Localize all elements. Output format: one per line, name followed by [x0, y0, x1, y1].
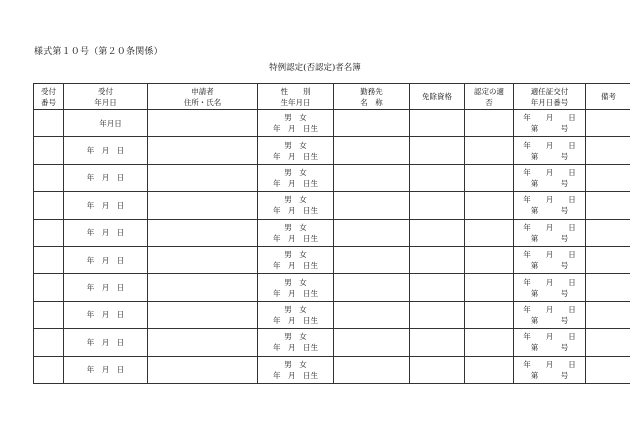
certificate-date: 年 月 日 [523, 250, 576, 260]
certificate-cell[interactable] [514, 246, 586, 273]
approval-cell[interactable] [465, 110, 514, 137]
register-table [33, 83, 630, 384]
certificate-cell[interactable] [514, 110, 586, 137]
received-date-cell[interactable]: 年 月 日 [64, 137, 148, 164]
gender-options: 男 女 [284, 277, 307, 287]
gender-options: 男 女 [284, 167, 307, 177]
gender-birth-cell[interactable] [258, 110, 334, 137]
remarks-cell[interactable] [586, 246, 630, 273]
approval-cell[interactable] [465, 246, 514, 273]
certificate-number: 第 号 [530, 288, 569, 298]
birth-date: 年 月 日生 [273, 288, 318, 298]
gender-birth-cell[interactable] [258, 164, 334, 191]
employer-cell[interactable] [334, 137, 410, 164]
employer-cell[interactable] [334, 219, 410, 246]
gender-birth-cell[interactable] [258, 329, 334, 356]
certificate-date: 年 月 日 [523, 332, 576, 342]
certificate-number: 第 号 [530, 151, 569, 161]
applicant-cell[interactable] [148, 246, 258, 273]
exemption-cell[interactable] [410, 356, 465, 383]
employer-cell[interactable] [334, 192, 410, 219]
exemption-cell[interactable] [410, 329, 465, 356]
no-cell[interactable] [34, 356, 64, 383]
employer-cell[interactable] [334, 301, 410, 328]
birth-date: 年 月 日生 [273, 315, 318, 325]
certificate-date: 年 月 日 [523, 195, 576, 205]
received-date-cell[interactable]: 年 月 日 [64, 329, 148, 356]
table-row [34, 110, 630, 137]
form-number: 様式第１０号（第２０条関係） [34, 47, 163, 57]
certificate-date: 年 月 日 [523, 277, 576, 287]
remarks-cell[interactable] [586, 356, 630, 383]
birth-date: 年 月 日生 [273, 261, 318, 271]
gender-birth-cell[interactable] [258, 356, 334, 383]
approval-cell[interactable] [465, 356, 514, 383]
certificate-date: 年 月 日 [523, 113, 576, 123]
birth-date: 年 月 日生 [273, 151, 318, 161]
received-date-cell[interactable]: 年 月 日 [64, 219, 148, 246]
no-cell[interactable] [34, 301, 64, 328]
remarks-cell[interactable] [586, 219, 630, 246]
certificate-cell[interactable] [514, 301, 586, 328]
exemption-cell[interactable] [410, 110, 465, 137]
header-applicant: 申請者 住所・氏名 [148, 84, 258, 110]
employer-cell[interactable] [334, 110, 410, 137]
exemption-cell[interactable] [410, 164, 465, 191]
gender-options: 男 女 [284, 222, 307, 232]
received-date-cell[interactable]: 年 月 日 [64, 274, 148, 301]
received-date-cell[interactable]: 年 月 日 [64, 301, 148, 328]
certificate-cell[interactable] [514, 137, 586, 164]
approval-cell[interactable] [465, 164, 514, 191]
exemption-cell[interactable] [410, 192, 465, 219]
received-date-cell[interactable]: 年 月 日 [64, 164, 148, 191]
certificate-cell[interactable] [514, 192, 586, 219]
birth-date: 年 月 日生 [273, 343, 318, 353]
certificate-number: 第 号 [530, 233, 569, 243]
table-row [34, 137, 630, 164]
certificate-date: 年 月 日 [523, 304, 576, 314]
gender-birth-cell[interactable] [258, 137, 334, 164]
no-cell[interactable] [34, 164, 64, 191]
received-date-cell[interactable]: 年 月 日 [64, 192, 148, 219]
table-row [34, 329, 630, 356]
approval-cell[interactable] [465, 192, 514, 219]
remarks-cell[interactable] [586, 110, 630, 137]
remarks-cell[interactable] [586, 164, 630, 191]
no-cell[interactable] [34, 274, 64, 301]
no-cell[interactable] [34, 192, 64, 219]
exemption-cell[interactable] [410, 301, 465, 328]
gender-options: 男 女 [284, 113, 307, 123]
certificate-cell[interactable] [514, 219, 586, 246]
no-cell[interactable] [34, 110, 64, 137]
applicant-cell[interactable] [148, 192, 258, 219]
birth-date: 年 月 日生 [273, 370, 318, 380]
gender-options: 男 女 [284, 140, 307, 150]
employer-cell[interactable] [334, 274, 410, 301]
gender-birth-cell[interactable] [258, 219, 334, 246]
remarks-cell[interactable] [586, 192, 630, 219]
header-no: 受付 番号 [34, 84, 64, 110]
employer-cell[interactable] [334, 246, 410, 273]
certificate-number: 第 号 [530, 343, 569, 353]
no-cell[interactable] [34, 329, 64, 356]
certificate-cell[interactable] [514, 329, 586, 356]
certificate-cell[interactable] [514, 164, 586, 191]
applicant-cell[interactable] [148, 110, 258, 137]
table-row [34, 274, 630, 301]
certificate-cell[interactable] [514, 356, 586, 383]
approval-cell[interactable] [465, 274, 514, 301]
certificate-number: 第 号 [530, 315, 569, 325]
table-row [34, 246, 630, 273]
gender-options: 男 女 [284, 359, 307, 369]
approval-cell[interactable] [465, 329, 514, 356]
exemption-cell[interactable] [410, 274, 465, 301]
exemption-cell[interactable] [410, 246, 465, 273]
exemption-cell[interactable] [410, 137, 465, 164]
certificate-number: 第 号 [530, 261, 569, 271]
header-received-date: 受付 年月日 [64, 84, 148, 110]
table-row [34, 356, 630, 383]
remarks-cell[interactable] [586, 329, 630, 356]
certificate-number: 第 号 [530, 124, 569, 134]
applicant-cell[interactable] [148, 164, 258, 191]
gender-options: 男 女 [284, 195, 307, 205]
header-certificate: 適任証交付 年月日番号 [514, 84, 586, 110]
birth-date: 年 月 日生 [273, 178, 318, 188]
certificate-date: 年 月 日 [523, 140, 576, 150]
employer-cell[interactable] [334, 164, 410, 191]
remarks-cell[interactable] [586, 137, 630, 164]
document-title: 特例認定(否認定)者名簿 [269, 63, 361, 73]
header-employer: 勤務先 名 称 [334, 84, 410, 110]
table-row [34, 192, 630, 219]
received-date-cell[interactable]: 年 月 日 [64, 356, 148, 383]
header-exemption: 免除資格 [410, 84, 465, 110]
gender-birth-cell[interactable] [258, 246, 334, 273]
header-row [34, 84, 630, 110]
certificate-number: 第 号 [530, 178, 569, 188]
certificate-date: 年 月 日 [523, 359, 576, 369]
remarks-cell[interactable] [586, 274, 630, 301]
approval-cell[interactable] [465, 137, 514, 164]
certificate-date: 年 月 日 [523, 222, 576, 232]
employer-cell[interactable] [334, 356, 410, 383]
certificate-number: 第 号 [530, 370, 569, 380]
certificate-number: 第 号 [530, 206, 569, 216]
header-approval: 認定の適 否 [465, 84, 514, 110]
certificate-date: 年 月 日 [523, 167, 576, 177]
no-cell[interactable] [34, 219, 64, 246]
birth-date: 年 月 日生 [273, 233, 318, 243]
applicant-cell[interactable] [148, 329, 258, 356]
certificate-cell[interactable] [514, 274, 586, 301]
header-gender-birth: 性 別 生年月日 [258, 84, 334, 110]
exemption-cell[interactable] [410, 219, 465, 246]
applicant-cell[interactable] [148, 356, 258, 383]
approval-cell[interactable] [465, 219, 514, 246]
birth-date: 年 月 日生 [273, 206, 318, 216]
received-date-cell[interactable]: 年月日 [64, 110, 148, 137]
no-cell[interactable] [34, 137, 64, 164]
header-remarks: 備考 [586, 84, 630, 110]
applicant-cell[interactable] [148, 137, 258, 164]
gender-options: 男 女 [284, 304, 307, 314]
gender-options: 男 女 [284, 332, 307, 342]
gender-birth-cell[interactable] [258, 274, 334, 301]
applicant-cell[interactable] [148, 219, 258, 246]
received-date-cell[interactable]: 年 月 日 [64, 246, 148, 273]
employer-cell[interactable] [334, 329, 410, 356]
birth-date: 年 月 日生 [273, 124, 318, 134]
gender-birth-cell[interactable] [258, 192, 334, 219]
table-row [34, 219, 630, 246]
gender-options: 男 女 [284, 250, 307, 260]
table-row [34, 301, 630, 328]
approval-cell[interactable] [465, 301, 514, 328]
applicant-cell[interactable] [148, 301, 258, 328]
table-row [34, 164, 630, 191]
remarks-cell[interactable] [586, 301, 630, 328]
no-cell[interactable] [34, 246, 64, 273]
gender-birth-cell[interactable] [258, 301, 334, 328]
applicant-cell[interactable] [148, 274, 258, 301]
